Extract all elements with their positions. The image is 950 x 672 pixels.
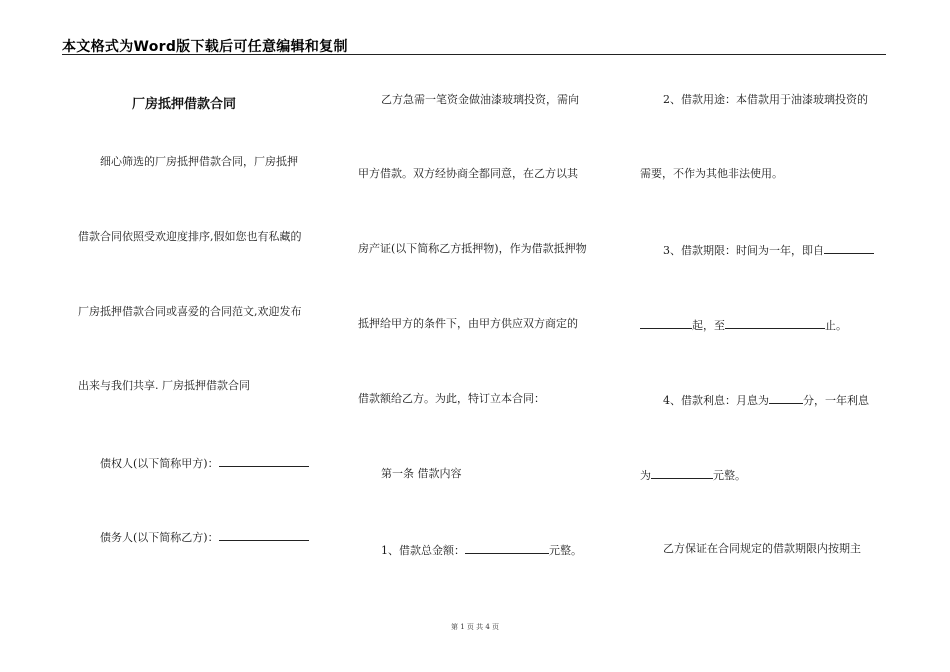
- document-title: 厂房抵押借款合同: [132, 97, 237, 112]
- loan-term-start-date-blank: [640, 317, 692, 329]
- debtor-label: 债务人(以下简称乙方)：: [100, 531, 219, 544]
- loan-amount-blank: [465, 542, 549, 554]
- loan-term-until: 止。: [825, 319, 847, 332]
- loan-term-end-blank: [725, 317, 825, 329]
- creditor-blank: [219, 455, 309, 467]
- loan-term-label: 3、借款期限：时间为一年，即自: [663, 244, 824, 257]
- col2-line-1: 乙方急需一笔资金做油漆玻璃投资，需向: [381, 93, 579, 106]
- interest-label: 4、借款利息：月息为: [663, 394, 769, 407]
- page-number: 第 1 页 共 4 页: [450, 623, 500, 631]
- debtor-line: [100, 529, 309, 545]
- interest-total-blank: [651, 467, 713, 479]
- creditor-label: 债权人(以下简称甲方)：: [100, 457, 219, 470]
- col3-line-1: 2、借款用途：本借款用于油漆玻璃投资的: [663, 93, 868, 106]
- loan-term-from: 起，至: [692, 319, 725, 332]
- loan-term-line: [663, 242, 874, 258]
- interest-line: [663, 392, 869, 408]
- col2-line-5: 借款额给乙方。为此，特订立本合同：: [358, 392, 545, 405]
- header-divider: [62, 54, 886, 55]
- col1-line-2: 借款合同依照受欢迎度排序,假如您也有私藏的: [78, 230, 302, 243]
- loan-term-range-line: [640, 317, 847, 333]
- loan-amount-label: 1、借款总金额：: [381, 544, 465, 557]
- creditor-line: [100, 455, 309, 471]
- col3-line-2: 需要，不作为其他非法使用。: [640, 167, 783, 180]
- loan-amount-line: [381, 542, 582, 558]
- section-heading: 第一条 借款内容: [381, 467, 462, 480]
- loan-term-start-blank: [824, 242, 874, 254]
- col1-line-3: 厂房抵押借款合同或喜爱的合同范文,欢迎发布: [78, 305, 302, 318]
- interest-annual-label: 分，一年利息: [803, 394, 869, 407]
- col2-line-2: 甲方借款。双方经协商全都同意，在乙方以其: [358, 167, 578, 180]
- interest-total-unit: 元整。: [713, 469, 746, 482]
- interest-rate-blank: [769, 392, 803, 404]
- col1-line-4: 出来与我们共享. 厂房抵押借款合同: [78, 379, 250, 392]
- interest-total-prefix: 为: [640, 469, 651, 482]
- debtor-blank: [219, 529, 309, 541]
- col1-line-1: 细心筛选的厂房抵押借款合同，厂房抵押: [100, 155, 298, 168]
- col3-line-7: 乙方保证在合同规定的借款期限内按期主: [663, 542, 861, 555]
- interest-total-line: [640, 467, 746, 483]
- download-banner: 本文格式为Word版下载后可任意编辑和复制: [62, 39, 348, 55]
- col2-line-4: 抵押给甲方的条件下，由甲方供应双方商定的: [358, 317, 578, 330]
- loan-amount-unit: 元整。: [549, 544, 582, 557]
- col2-line-3: 房产证(以下简称乙方抵押物)，作为借款抵押物: [358, 242, 587, 255]
